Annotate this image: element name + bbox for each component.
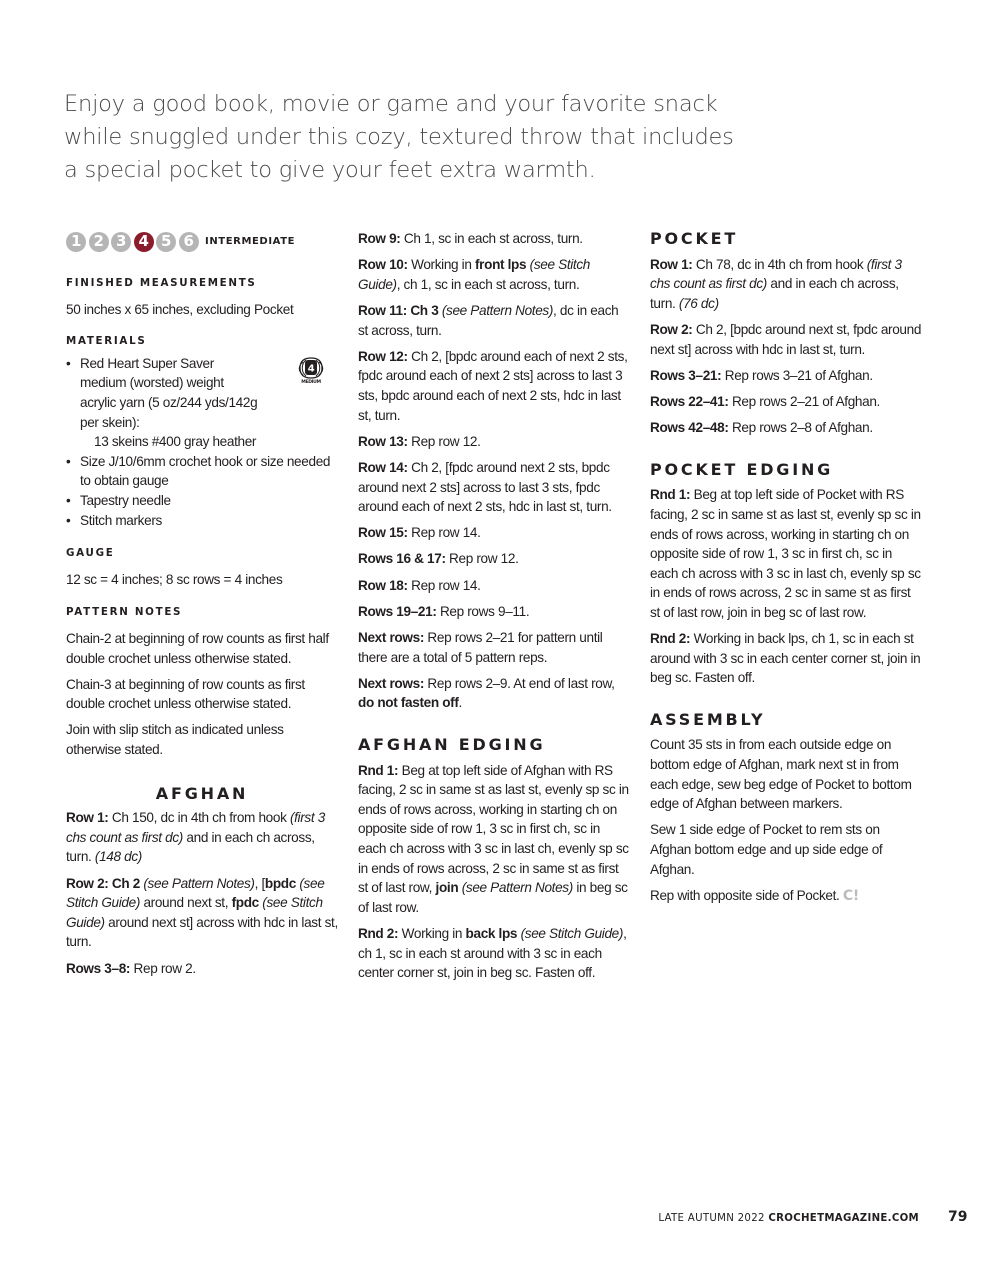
skill-dot-5-icon: 5 — [156, 232, 176, 252]
afghan-row-2: Row 2: Ch 2 (see Pattern Notes), [bpdc (see Stitch Guide) around next st, fpdc (see Stitch Guide) around next st] across with hdc in last st, turn. — [66, 875, 338, 950]
afghan-rows-16-17: Rows 16 & 17: Rep row 12. — [358, 551, 519, 567]
pattern-note: Chain-3 at beginning of row counts as first double crochet unless otherwise stated. — [66, 676, 305, 712]
afghan-row-9: Row 9: Ch 1, sc in each st across, turn. — [358, 231, 583, 246]
assembly-step-3: Rep with opposite side of Pocket. C! — [650, 887, 859, 904]
afghan-edging-rnd-1: Rnd 1: Beg at top left side of Afghan with RS facing, 2 sc in same st as last st, evenly sp sc in ends of rows across, working in starting ch on opposite side of row 1, 3 sc in first ch, sc in each ch across with 3 sc in last ch, evenly sp sc in ends of rows across, 2 sc in same st as first st of last row, join (see Pattern Notes) in beg sc of last row. — [358, 762, 629, 915]
skill-dot-6-icon: 6 — [179, 232, 199, 252]
afghan-next-rows-1: Next rows: Rep rows 2–21 for pattern until there are a total of 5 pattern reps. — [358, 630, 603, 665]
pocket-edging-rnd-1: Rnd 1: Beg at top left side of Pocket with RS facing, 2 sc in same st as last st, evenly sp sc in ends of rows across, working in starting ch on opposite side of row 1, 3 sc in first ch, sc in each ch across with 3 sc in last ch, evenly sp sc in ends of rows across, 2 sc in same st as first st of last row, join in beg sc of last row. — [650, 487, 921, 620]
skill-dot-4-icon: 4 — [134, 232, 154, 252]
assembly-step-2: Sew 1 side edge of Pocket to rem sts on Afghan bottom edge and up side edge of Afghan. — [650, 822, 883, 877]
afghan-heading: AFGHAN — [155, 783, 249, 803]
pattern-notes-label: PATTERN NOTES — [66, 606, 183, 619]
material-item: • Size J/10/6mm crochet hook or size needed to obtain gauge — [66, 452, 338, 491]
pocket-edging-heading: POCKET EDGING — [650, 459, 834, 479]
afghan-row-15: Row 15: Rep row 14. — [358, 525, 481, 541]
footer — [658, 1213, 919, 1224]
pocket-row-2: Row 2: Ch 2, [bpdc around next st, fpdc around next st] across with hdc in last st, turn. — [650, 321, 922, 357]
material-item: • Tapestry needle — [66, 491, 338, 511]
pattern-note: Join with slip stitch as indicated unless otherwise stated. — [66, 722, 284, 758]
column-1 — [66, 228, 338, 985]
yarn-weight-icon — [296, 354, 326, 384]
assembly-heading: ASSEMBLY — [650, 709, 766, 729]
afghan-edging-rnd-2: Rnd 2: Working in back lps (see Stitch Guide), ch 1, sc in each st around with 3 sc in each center corner st, join in beg sc. Fasten off. — [358, 925, 627, 981]
finished-measurements-text: 50 inches x 65 inches, excluding Pocket — [66, 301, 294, 317]
gauge-text: 12 sc = 4 inches; 8 sc rows = 4 inches — [66, 571, 283, 587]
afghan-row-1: Row 1: Ch 150, dc in 4th ch from hook (first 3 chs count as first dc) and in each ch across, turn. (148 dc) — [66, 810, 325, 865]
yarn-weight-number: 4 — [307, 363, 315, 375]
gauge-label: GAUGE — [66, 547, 115, 560]
afghan-rows-19-21: Rows 19–21: Rep rows 9–11. — [358, 603, 530, 619]
column-3 — [650, 229, 922, 913]
intro-line-3: a special pocket to give your feet extra warmth. — [64, 157, 596, 183]
end-mark-icon: C! — [842, 887, 859, 904]
skill-dot-3-icon: 3 — [111, 232, 131, 252]
afghan-rows-3-8: Rows 3–8: Rep row 2. — [66, 960, 196, 976]
assembly-step-1: Count 35 sts in from each outside edge on bottom edge of Afghan, mark next st in from each edge, sew beg edge of Pocket to bottom edge of Afghan between markers. — [650, 737, 912, 812]
intro-text — [64, 88, 734, 187]
footer-site: CROCHETMAGAZINE.COM — [768, 1213, 919, 1224]
pocket-rows-3-21: Rows 3–21: Rep rows 3–21 of Afghan. — [650, 367, 873, 383]
afghan-row-14: Row 14: Ch 2, [fpdc around next 2 sts, bpdc around next 2 sts] across to last 3 sts, fpdc around each of next 2 sts, hdc in last st, turn. — [358, 459, 612, 515]
afghan-row-18: Row 18: Rep row 14. — [358, 577, 481, 593]
footer-issue: LATE AUTUMN 2022 — [658, 1213, 765, 1224]
materials-block — [66, 354, 338, 530]
skill-dot-1-icon: 1 — [66, 232, 86, 252]
afghan-row-11: Row 11: Ch 3 (see Pattern Notes), dc in each st across, turn. — [358, 302, 619, 338]
pocket-row-1: Row 1: Ch 78, dc in 4th ch from hook (first 3 chs count as first dc) and in each ch across, turn. (76 dc) — [650, 256, 902, 311]
afghan-edging-heading: AFGHAN EDGING — [358, 735, 546, 754]
intro-line-1: Enjoy a good book, movie or game and your favorite snack — [64, 91, 718, 117]
pattern-note: Chain-2 at beginning of row counts as first half double crochet unless otherwise stated. — [66, 630, 329, 666]
afghan-row-10: Row 10: Working in front lps (see Stitch Guide), ch 1, sc in each st across, turn. — [358, 257, 591, 292]
skill-level — [66, 230, 338, 254]
intro-line-2: while snuggled under this cozy, textured throw that includes — [64, 124, 734, 150]
page-number: 79 — [948, 1209, 968, 1225]
material-item: • Stitch markers — [66, 511, 338, 531]
finished-measurements-label: FINISHED MEASUREMENTS — [66, 277, 257, 289]
afghan-row-13: Row 13: Rep row 12. — [358, 433, 481, 449]
afghan-row-12: Row 12: Ch 2, [bpdc around each of next 2 sts, fpdc around each of next 2 sts] across to last 3 sts, bpdc around each of next 2 sts, hdc in last st, turn. — [358, 348, 628, 423]
pocket-rows-22-41: Rows 22–41: Rep rows 2–21 of Afghan. — [650, 393, 880, 409]
materials-label: MATERIALS — [66, 335, 147, 348]
afghan-next-rows-2: Next rows: Rep rows 2–9. At end of last row, do not fasten off. — [358, 675, 615, 711]
skill-label: INTERMEDIATE — [205, 236, 296, 248]
pocket-rows-42-48: Rows 42–48: Rep rows 2–8 of Afghan. — [650, 420, 873, 436]
pocket-heading: POCKET — [650, 229, 739, 248]
material-item: • Red Heart Super Saver medium (worsted) weight acrylic yarn (5 oz/244 yds/142g per skein): 13 skeins #400 gray heather — [66, 354, 260, 452]
skill-dot-2-icon: 2 — [89, 232, 109, 252]
yarn-weight-label: MEDIUM — [301, 379, 321, 384]
pocket-edging-rnd-2: Rnd 2: Working in back lps, ch 1, sc in each st around with 3 sc in each center corner st, join in beg sc. Fasten off. — [650, 631, 921, 686]
column-2 — [358, 229, 630, 989]
